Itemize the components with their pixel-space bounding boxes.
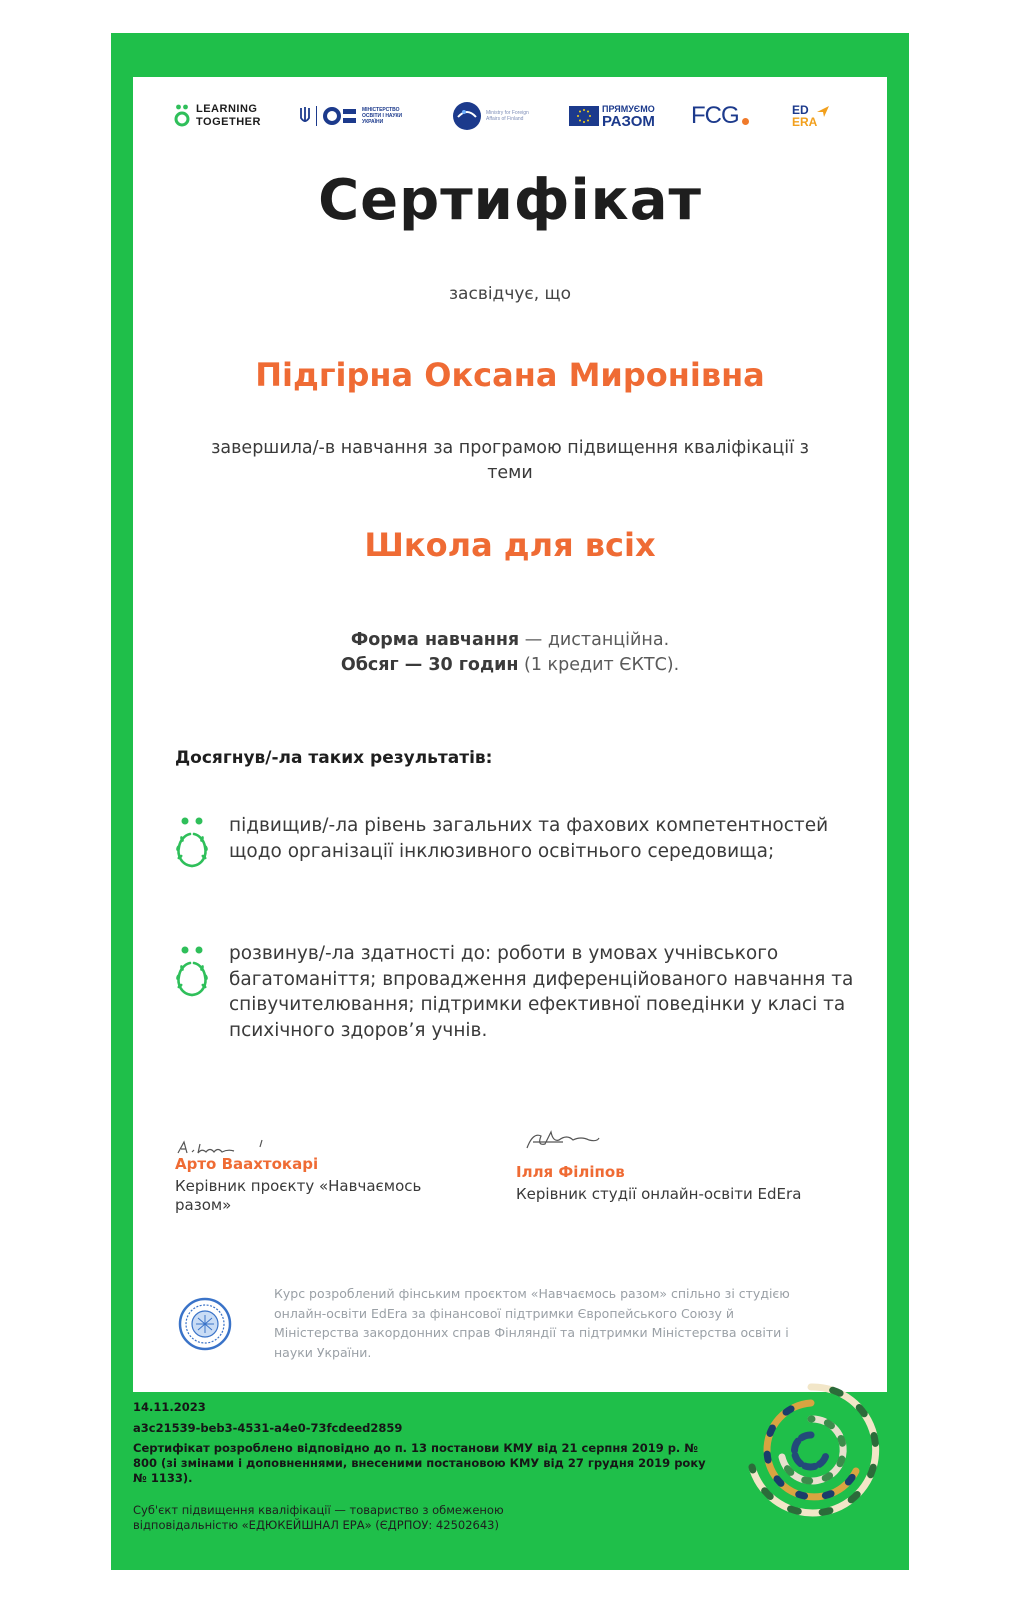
signer-1-name: Арто Ваахтокарі [175, 1155, 319, 1173]
result-item-2: розвинув/-ла здатності до: роботи в умовах учнівського багатоманіття; впровадження диференційованого навчання та співучителювання; підтримки ефективної поведінки у класі та психічного здоров’я учнів. [229, 943, 854, 1041]
ministry-line-2: ОСВІТИ І НАУКИ [362, 113, 403, 119]
law-reference: Сертифікат розроблено відповідно до п. 13 постанови КМУ від 21 серпня 2019 р. № 800 (зі змінами і доповненнями, внесеними постановою КМУ від 27 грудня 2019 року № 1133). [133, 1441, 706, 1485]
learning-together-logo [174, 96, 261, 136]
seal-icon [178, 1297, 232, 1351]
completed-text: завершила/-в навчання за програмою підвищення кваліфікації з теми [211, 438, 809, 483]
finland-logo-icon [452, 101, 482, 131]
learning-together-logo-icon [174, 103, 190, 129]
finland-line-2: Affairs of Finland [486, 116, 524, 122]
finland-line-1: Ministry for Foreign [486, 110, 529, 116]
ministry-logo [299, 96, 412, 136]
signer-2-name: Ілля Філіпов [516, 1163, 625, 1181]
leaf-wreath-icon [174, 813, 210, 869]
result-item-1: підвищив/-ла рівень загальних та фахових компетентностей щодо організації інклюзивного освітнього середовища; [229, 815, 829, 862]
edera-ed-text: ED [792, 103, 809, 117]
swirl-decoration-icon [738, 1375, 884, 1525]
course-title: Школа для всіх [364, 526, 656, 564]
edera-logo [792, 96, 831, 136]
certificate-id: a3c21539-beb3-4531-a4e0-73fcdeed2859 [133, 1421, 403, 1435]
signature-vaahtokari-icon [176, 1138, 268, 1156]
learning-text: LEARNING [196, 103, 258, 115]
results-heading: Досягнув/-ла таких результатів: [175, 748, 493, 768]
together-text: TOGETHER [196, 116, 261, 128]
fcg-text: FCG [691, 102, 739, 129]
fcg-dot-icon [742, 118, 749, 125]
leaf-wreath-icon [174, 942, 210, 998]
issuing-entity: Суб'єкт підвищення кваліфікації — товариство з обмеженою відповідальністю «ЕДЮКЕЙШНАЛ ЕРА» (ЄДРПОУ: 42502643) [133, 1503, 504, 1532]
pryamuyemo-text: ПРЯМУЄМО [602, 103, 655, 114]
partner-logos [174, 96, 854, 136]
certifies-text: засвідчує, що [449, 284, 571, 304]
course-details [133, 628, 887, 678]
finland-logo [452, 96, 534, 136]
signer-1-role: Керівник проєкту «Навчаємось разом» [175, 1177, 422, 1214]
ministry-line-1: МІНІСТЕРСТВО [362, 107, 400, 113]
eu-flag-icon [569, 106, 599, 126]
trident-icon [299, 106, 311, 126]
recipient-name: Підгірна Оксана Миронівна [255, 356, 765, 394]
ministry-line-3: УКРАЇНИ [362, 119, 384, 125]
signer-2-role: Керівник студії онлайн-освіти EdEra [516, 1185, 802, 1203]
ministry-logo-icon [322, 105, 358, 127]
issue-date: 14.11.2023 [133, 1400, 206, 1414]
form-value: — дистанційна. [524, 630, 670, 650]
edera-era-text: ERA [792, 115, 818, 129]
course-footnote: Курс розроблений фінським проєктом «Навчаємось разом» спільно зі студією онлайн-освіти EdEra за фінансової підтримки Європейського Союзу й Міністерства закордонних справ Фінляндії та підтримки Міністерства освіти і науки України. [274, 1286, 790, 1360]
certificate-title: Сертифікат [318, 168, 702, 233]
signature-filipov-icon [523, 1128, 603, 1154]
fcg-logo [691, 96, 749, 136]
pryamuyemo-razom-logo [569, 96, 655, 136]
volume-label: Обсяг — 30 годин [340, 655, 519, 675]
edera-star-icon [815, 103, 831, 119]
form-label: Форма навчання [350, 630, 520, 650]
razom-text: РАЗОМ [602, 112, 655, 130]
volume-value: (1 кредит ЄКТС). [524, 655, 680, 675]
